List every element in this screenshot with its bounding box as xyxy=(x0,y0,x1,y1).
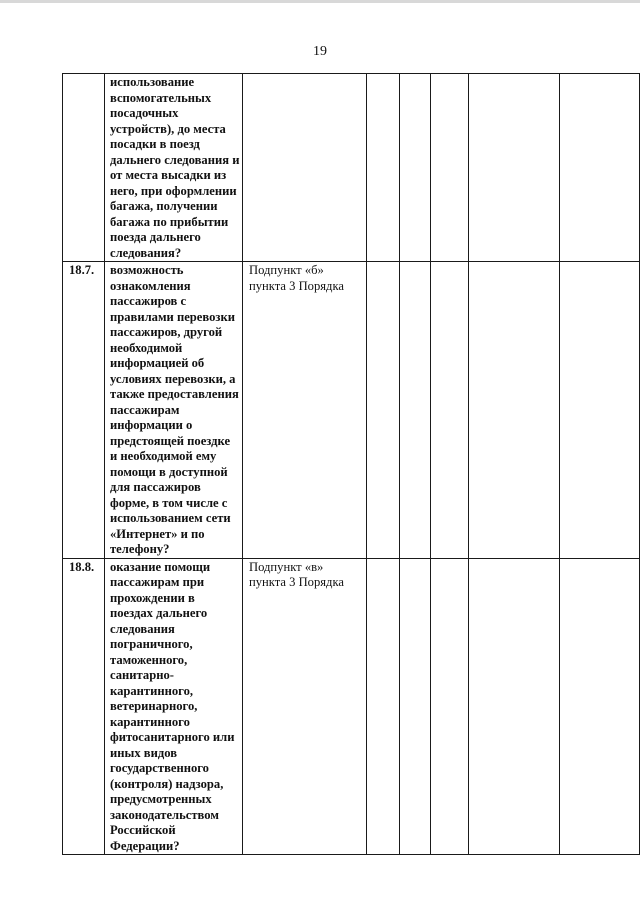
note-cell xyxy=(469,558,560,855)
cell-text-line: законодательством xyxy=(110,807,219,822)
scan-top-edge xyxy=(0,0,640,3)
cell-text-line: устройств), до места xyxy=(110,121,226,136)
cell-text-line: Подпункт «б» xyxy=(249,263,324,277)
cell-text-line: пункта 3 Порядка xyxy=(249,575,344,589)
cell-text-line: карантинного, xyxy=(110,683,194,698)
legal-reference-cell xyxy=(243,74,367,262)
cell-text-line: условиях перевозки, а xyxy=(110,371,236,386)
table-row xyxy=(63,558,640,855)
cell-text-line: информации о xyxy=(110,418,193,432)
cell-text-line: таможенного, xyxy=(110,652,188,667)
extra-cell xyxy=(560,262,640,559)
answer-yes-cell xyxy=(367,262,400,559)
cell-text-line: пограничного, xyxy=(110,637,193,651)
cell-text-line: государственного xyxy=(110,761,209,775)
cell-text-line: использованием сети xyxy=(110,511,231,525)
cell-text-line: пассажиров с xyxy=(110,294,187,308)
note-cell xyxy=(469,262,560,559)
question-cell xyxy=(105,558,243,855)
cell-text-line: помощи в доступной xyxy=(110,464,228,479)
extra-cell xyxy=(560,558,640,855)
answer-na-cell xyxy=(431,558,469,855)
table-row xyxy=(63,262,640,559)
cell-text-line: багажа, получении xyxy=(110,199,218,213)
cell-text-line: дальнего следования и xyxy=(110,152,240,167)
cell-text-line: информацией об xyxy=(110,356,205,370)
cell-text-line: «Интернет» и по xyxy=(110,526,205,541)
cell-text-line: от места высадки из xyxy=(110,168,227,182)
cell-text-line: прохождении в xyxy=(110,590,195,605)
cell-text-line: предусмотренных xyxy=(110,792,212,806)
answer-na-cell xyxy=(431,262,469,559)
cell-text-line: (контроля) надзора, xyxy=(110,776,224,791)
cell-text-line: оказание помощи xyxy=(110,559,211,574)
cell-text-line: пункта 3 Порядка xyxy=(249,278,344,293)
cell-text-line: использование xyxy=(110,75,195,89)
cell-text-line: ветеринарного, xyxy=(110,699,198,713)
item-number: 18.7. xyxy=(69,263,95,277)
page-number: 19 xyxy=(313,44,327,59)
cell-text-line: вспомогательных xyxy=(110,90,212,105)
cell-text-line: также предоставления xyxy=(110,387,239,401)
legal-reference-cell xyxy=(243,262,367,559)
extra-cell xyxy=(560,74,640,262)
cell-text-line: пассажирам при xyxy=(110,575,205,589)
cell-text-line: Российской xyxy=(110,823,176,837)
cell-text-line: возможность xyxy=(110,263,184,277)
answer-no-cell xyxy=(400,558,431,855)
cell-text-line: правилами перевозки xyxy=(110,309,235,324)
cell-text-line: иных видов xyxy=(110,745,178,760)
note-cell xyxy=(469,74,560,262)
question-cell xyxy=(105,74,243,262)
cell-text-line: него, при оформлении xyxy=(110,183,237,198)
cell-text-line: телефону? xyxy=(110,542,170,556)
cell-text-line: для пассажиров xyxy=(110,480,201,494)
cell-text-line: следования? xyxy=(110,245,182,260)
answer-na-cell xyxy=(431,74,469,262)
item-number-cell xyxy=(63,262,105,559)
legal-reference-cell xyxy=(243,558,367,855)
cell-text-line: посадочных xyxy=(110,106,179,120)
cell-text-line: багажа по прибытии xyxy=(110,214,229,229)
cell-text-line: посадки в поезд xyxy=(110,137,200,151)
cell-text-line: пассажиров, другой xyxy=(110,325,223,339)
cell-text-line: и необходимой ему xyxy=(110,449,217,463)
item-number: 18.8. xyxy=(69,559,95,574)
cell-text-line: необходимой xyxy=(110,340,183,355)
cell-text-line: ознакомления xyxy=(110,278,191,293)
cell-text-line: пассажирам xyxy=(110,402,180,417)
answer-yes-cell xyxy=(367,74,400,262)
question-cell xyxy=(105,262,243,559)
cell-text-line: Федерации? xyxy=(110,838,180,853)
answer-yes-cell xyxy=(367,558,400,855)
cell-text-line: санитарно- xyxy=(110,668,174,682)
cell-text-line: поезда дальнего xyxy=(110,230,201,244)
cell-text-line: карантинного xyxy=(110,714,190,729)
checklist-table xyxy=(62,73,640,855)
answer-no-cell xyxy=(400,74,431,262)
table-body xyxy=(63,74,640,855)
item-number-cell xyxy=(63,558,105,855)
cell-text-line: следования xyxy=(110,621,175,636)
cell-text-line: фитосанитарного или xyxy=(110,730,235,744)
cell-text-line: предстоящей поездке xyxy=(110,433,231,448)
table-row xyxy=(63,74,640,262)
cell-text-line: поездах дальнего xyxy=(110,606,208,620)
cell-text-line: форме, в том числе с xyxy=(110,495,228,510)
item-number-cell xyxy=(63,74,105,262)
cell-text-line: Подпункт «в» xyxy=(249,559,324,574)
answer-no-cell xyxy=(400,262,431,559)
